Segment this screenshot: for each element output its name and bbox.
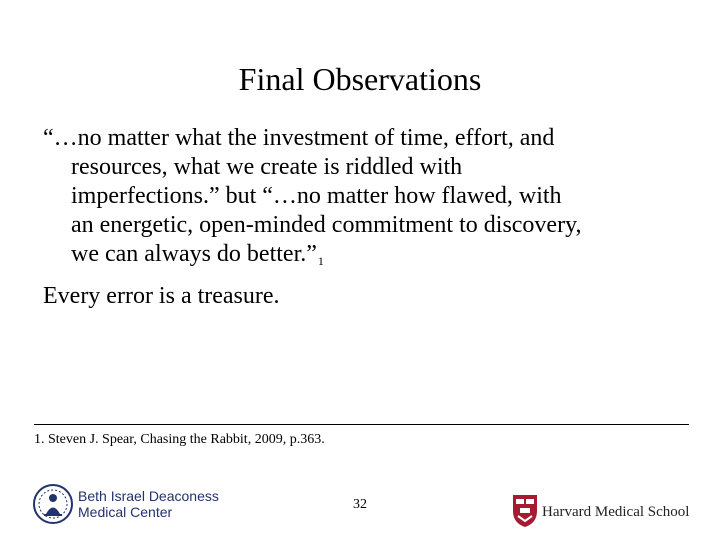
hms-wordmark: Harvard Medical School xyxy=(542,504,690,520)
bidmc-wordmark xyxy=(78,488,219,520)
quote-line-last xyxy=(43,240,693,269)
bidmc-logo xyxy=(32,483,222,527)
harvard-medical-school-logo xyxy=(512,494,692,530)
quote-block xyxy=(43,124,693,269)
bidmc-name-line1: Beth Israel Deaconess xyxy=(78,488,219,504)
slide-title: Final Observations xyxy=(238,61,482,97)
quote-line: imperfections.” but “…no matter how flawed, with xyxy=(71,183,562,209)
quote-line: an energetic, open-minded commitment to discovery, xyxy=(71,212,582,238)
bidmc-name-line2: Medical Center xyxy=(78,504,173,520)
footnote-citation: 1. Steven J. Spear, Chasing the Rabbit, 2009, p.363. xyxy=(34,432,325,447)
footnote-marker: 1 xyxy=(317,254,324,268)
quote-line: “…no matter what the investment of time, effort, and xyxy=(43,125,555,151)
bidmc-seal-icon xyxy=(32,483,74,525)
footnote-divider xyxy=(34,424,689,425)
quote-line-text: we can always do better.” xyxy=(71,241,317,267)
quote-line: resources, what we create is riddled with xyxy=(71,154,463,180)
page-number: 32 xyxy=(353,497,367,512)
key-point: Every error is a treasure. xyxy=(43,283,280,309)
harvard-shield-icon xyxy=(512,494,538,528)
